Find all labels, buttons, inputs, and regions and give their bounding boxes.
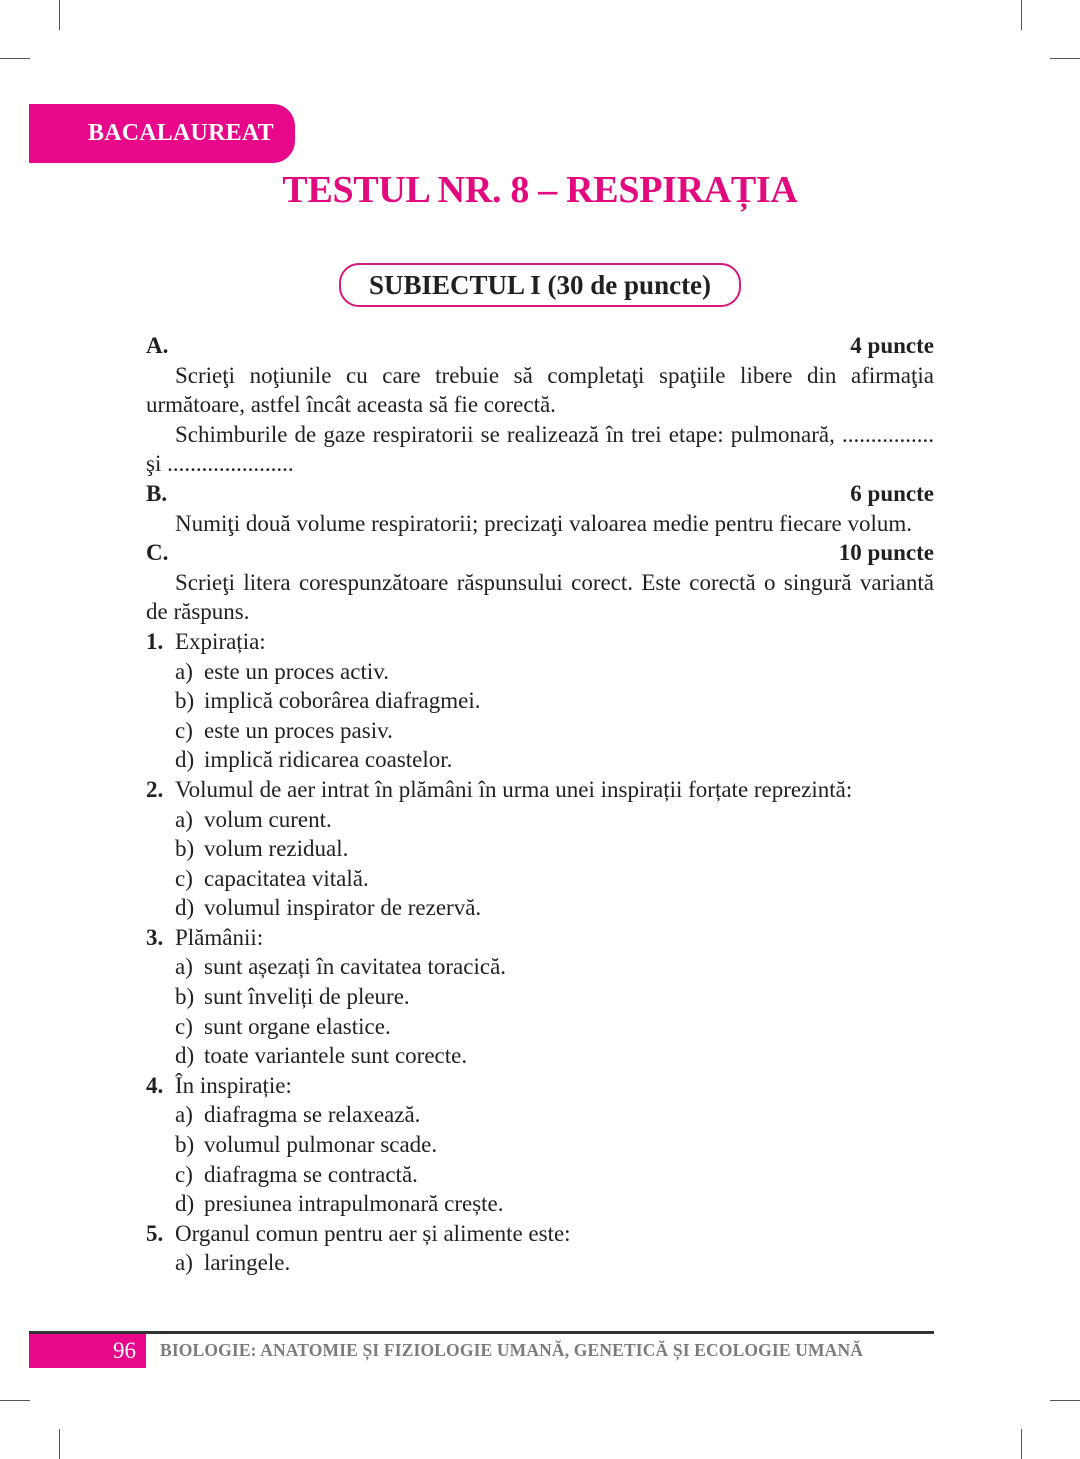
- question-text: Organul comun pentru aer și alimente este:: [175, 1220, 571, 1246]
- page-number: 96: [113, 1338, 136, 1363]
- option-letter: a): [175, 1102, 193, 1128]
- option-text: presiunea intrapulmonară crește.: [204, 1191, 504, 1217]
- section-b-instruction: Numiţi două volume respiratorii; precizaţi valoarea medie pentru fiecare volum.: [175, 510, 912, 536]
- footer-divider: [29, 1331, 934, 1334]
- option-text: volum curent.: [204, 806, 332, 832]
- crop-mark: [0, 1400, 30, 1401]
- option-letter: d): [175, 1043, 195, 1069]
- option-letter: b): [175, 836, 195, 862]
- answer-option: [146, 1189, 934, 1219]
- crop-mark: [1050, 1400, 1080, 1401]
- section-b-header: [146, 479, 934, 509]
- section-c-instruction: Scrieţi litera corespunzătoare răspunsului corect. Este corectă o singură variantă de răspuns.: [146, 569, 934, 625]
- question-number: 1.: [146, 628, 164, 654]
- section-c-header: [146, 538, 934, 568]
- test-content: [146, 331, 934, 1278]
- option-letter: a): [175, 806, 193, 832]
- option-text: volumul pulmonar scade.: [204, 1132, 438, 1158]
- answer-option: [146, 1100, 934, 1130]
- section-letter: B.: [146, 480, 168, 506]
- option-text: diafragma se relaxează.: [204, 1102, 421, 1128]
- section-letter: C.: [146, 540, 169, 566]
- section-a-instruction: Scrieţi noţiunile cu care trebuie să completaţi spaţiile libere din afirmaţia următoare, astfel încât aceasta să fie corectă.: [146, 362, 934, 418]
- option-text: sunt organe elastice.: [204, 1013, 391, 1039]
- section-points: 6 puncte: [850, 480, 934, 506]
- answer-option: [146, 834, 934, 864]
- answer-option: [146, 805, 934, 835]
- section-points: 4 puncte: [850, 333, 934, 358]
- answer-option: [146, 1130, 934, 1160]
- answer-option: [146, 1012, 934, 1042]
- option-letter: c): [175, 1013, 193, 1039]
- running-title: BIOLOGIE: ANATOMIE ȘI FIZIOLOGIE UMANĂ, GENETICĂ ȘI ECOLOGIE UMANĂ: [160, 1340, 864, 1360]
- crop-mark: [59, 1429, 60, 1459]
- question: [146, 627, 934, 657]
- question-text: Expirația:: [175, 628, 266, 654]
- answer-option: [146, 657, 934, 687]
- crop-mark: [1021, 1429, 1022, 1459]
- answer-option: [146, 1248, 934, 1278]
- option-text: diafragma se contractă.: [204, 1161, 418, 1187]
- question-number: 3.: [146, 924, 164, 950]
- question: [146, 1219, 934, 1249]
- option-text: capacitatea vitală.: [204, 865, 369, 891]
- option-text: volum rezidual.: [204, 836, 349, 862]
- option-text: este un proces pasiv.: [204, 717, 393, 743]
- answer-option: [146, 1160, 934, 1190]
- option-text: volumul inspirator de rezervă.: [204, 895, 482, 921]
- option-letter: c): [175, 717, 193, 743]
- question: [146, 775, 934, 805]
- option-letter: d): [175, 747, 195, 773]
- answer-option: [146, 686, 934, 716]
- question-text: Plămânii:: [175, 924, 264, 950]
- option-text: sunt așezați în cavitatea toracică.: [204, 954, 507, 980]
- answer-option: [146, 745, 934, 775]
- crop-mark: [1050, 58, 1080, 59]
- option-text: implică ridicarea coastelor.: [204, 747, 453, 773]
- option-text: implică coborârea diafragmei.: [204, 688, 481, 714]
- subject-label: SUBIECTUL I (30 de puncte): [368, 269, 712, 300]
- answer-option: [146, 893, 934, 923]
- question-number: 4.: [146, 1072, 164, 1098]
- answer-option: [146, 982, 934, 1012]
- page-title: TESTUL NR. 8 – RESPIRAȚIA: [282, 169, 798, 211]
- subject-heading: [339, 263, 741, 307]
- option-text: toate variantele sunt corecte.: [204, 1043, 468, 1069]
- crop-mark: [1021, 0, 1022, 30]
- option-letter: a): [175, 1250, 193, 1276]
- option-letter: b): [175, 688, 195, 714]
- option-letter: b): [175, 984, 195, 1010]
- answer-option: [146, 716, 934, 746]
- option-text: laringele.: [204, 1250, 291, 1276]
- question-number: 2.: [146, 776, 164, 802]
- question-number: 5.: [146, 1220, 164, 1246]
- section-a-header: [146, 331, 934, 361]
- option-letter: d): [175, 1191, 195, 1217]
- crop-mark: [59, 0, 60, 30]
- option-text: sunt înveliți de pleure.: [204, 984, 410, 1010]
- question: [146, 1071, 934, 1101]
- tab-label: BACALAUREAT: [88, 120, 274, 146]
- option-letter: a): [175, 658, 193, 684]
- question: [146, 923, 934, 953]
- answer-option: [146, 952, 934, 982]
- option-letter: a): [175, 954, 193, 980]
- page-number-box: [29, 1334, 146, 1368]
- option-text: este un proces activ.: [204, 658, 389, 684]
- section-points: 10 puncte: [838, 540, 934, 566]
- option-letter: d): [175, 895, 195, 921]
- option-letter: b): [175, 1132, 195, 1158]
- section-tab: [29, 104, 295, 163]
- answer-option: [146, 1041, 934, 1071]
- question-text: În inspirație:: [175, 1072, 292, 1098]
- option-letter: c): [175, 865, 193, 891]
- option-letter: c): [175, 1161, 193, 1187]
- question-text: Volumul de aer intrat în plămâni în urma unei inspirații forțate reprezintă:: [175, 776, 853, 802]
- answer-option: [146, 864, 934, 894]
- section-letter: A.: [146, 333, 169, 358]
- crop-mark: [0, 58, 30, 59]
- section-a-statement: Schimburile de gaze respiratorii se realizează în trei etape: pulmonară, ................ şi ......................: [146, 421, 934, 477]
